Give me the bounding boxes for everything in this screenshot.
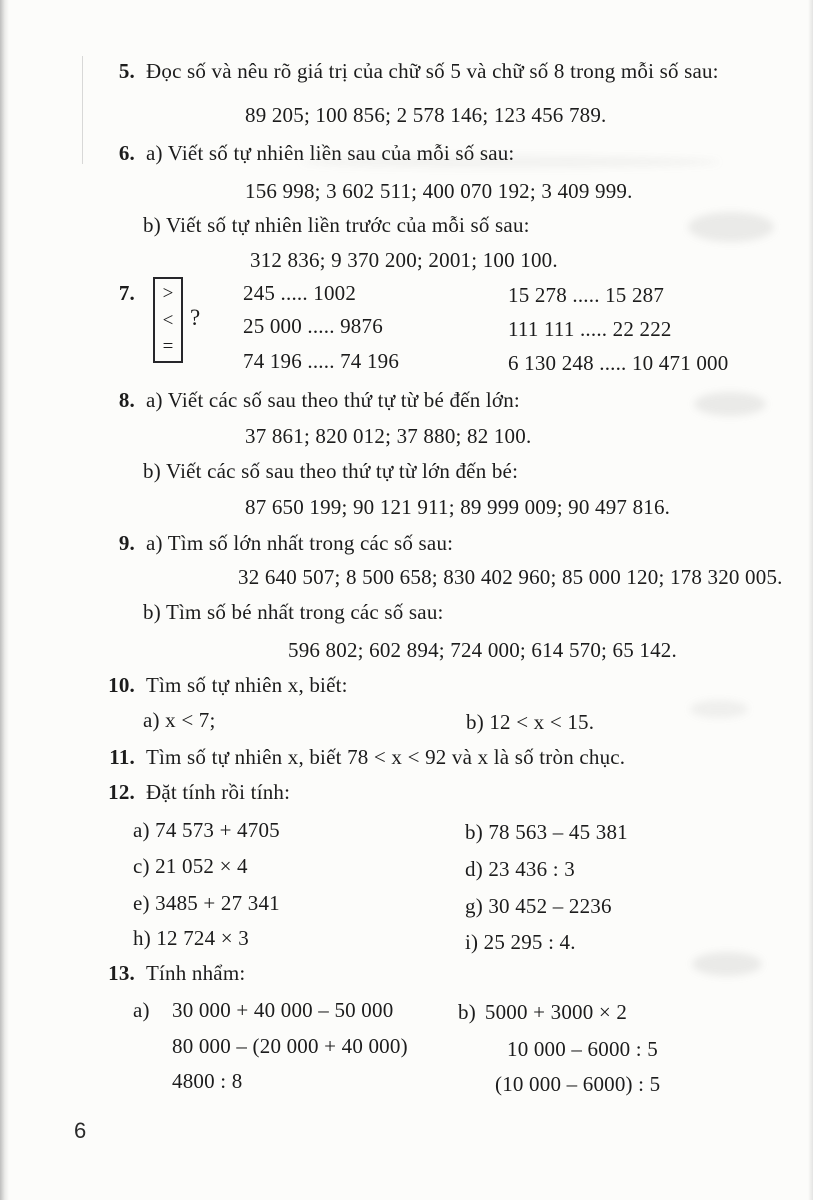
exercise-6a-text: a) Viết số tự nhiên liền sau của mỗi số sau:	[146, 141, 515, 165]
exercise-12-title	[95, 779, 290, 806]
exercise-7-col2-row3: 6 130 248 ..... 10 471 000	[508, 351, 729, 375]
exercise-9b-numbers: 596 802; 602 894; 724 000; 614 570; 65 142.	[288, 638, 677, 662]
exercise-10-part-b: b) 12 < x < 15.	[466, 710, 595, 734]
exercise-5-number: 5.	[118, 59, 135, 83]
exercise-12-item-b: b) 78 563 – 45 381	[465, 820, 628, 844]
exercise-12-item-g: g) 30 452 – 2236	[465, 894, 612, 918]
equals-sign: =	[162, 336, 174, 357]
exercise-11-number: 11.	[109, 745, 135, 769]
exercise-12-item-c: c) 21 052 × 4	[133, 854, 248, 878]
exercise-13a-line2: 80 000 – (20 000 + 40 000)	[172, 1034, 408, 1058]
exercise-13a-expr1: 30 000 + 40 000 – 50 000	[172, 998, 394, 1022]
exercise-7-col1-row1: 245 ..... 1002	[243, 281, 357, 305]
exercise-6b-numbers: 312 836; 9 370 200; 2001; 100 100.	[250, 248, 558, 272]
exercise-10-part-a: a) x < 7;	[143, 708, 216, 732]
exercise-13b-line1	[458, 999, 627, 1026]
exercise-8-part-b-title: b) Viết các số sau theo thứ tự từ lớn đến bé:	[143, 459, 519, 483]
page-number: 6	[74, 1118, 87, 1143]
exercise-6-part-a-title	[95, 140, 514, 167]
exercise-8-part-a-title	[95, 387, 520, 414]
exercise-8-number: 8.	[118, 388, 135, 412]
exercise-13a-line1	[133, 997, 393, 1024]
exercise-8a-text: a) Viết các số sau theo thứ tự từ bé đến lớn:	[146, 388, 520, 412]
exercise-10-title	[95, 672, 348, 699]
exercise-5-text: Đọc số và nêu rõ giá trị của chữ số 5 và chữ số 8 trong mỗi số sau:	[146, 59, 719, 83]
exercise-13a-label: a)	[133, 998, 150, 1022]
exercise-12-number: 12.	[108, 780, 135, 804]
exercise-12-item-e: e) 3485 + 27 341	[133, 891, 280, 915]
exercise-12-item-d: d) 23 436 : 3	[465, 857, 575, 881]
scan-edge-right	[808, 0, 813, 1200]
exercise-5-title	[95, 58, 719, 85]
exercise-12-item-a: a) 74 573 + 4705	[133, 818, 280, 842]
greater-than-sign: >	[162, 283, 174, 304]
exercise-13-text: Tính nhẩm:	[146, 961, 246, 985]
exercise-11-title	[95, 744, 625, 771]
exercise-9-number: 9.	[118, 531, 135, 555]
scan-edge-left	[0, 0, 9, 1200]
exercise-10-text: Tìm số tự nhiên x, biết:	[146, 673, 348, 697]
exercise-8a-numbers: 37 861; 820 012; 37 880; 82 100.	[245, 424, 532, 448]
comparison-signs-box	[153, 277, 183, 363]
exercise-6-part-b-title: b) Viết số tự nhiên liền trước của mỗi số sau:	[143, 213, 530, 237]
exercise-13b-expr1: 5000 + 3000 × 2	[484, 1000, 628, 1024]
question-mark: ?	[190, 305, 201, 330]
less-than-sign: <	[162, 309, 174, 331]
exercise-13a-line3: 4800 : 8	[172, 1069, 243, 1093]
exercise-13-title	[95, 960, 245, 987]
exercise-9-part-b-title: b) Tìm số bé nhất trong các số sau:	[143, 600, 444, 624]
exercise-5-numbers: 89 205; 100 856; 2 578 146; 123 456 789.	[245, 103, 607, 127]
exercise-9a-text: a) Tìm số lớn nhất trong các số sau:	[146, 531, 454, 555]
exercise-10-number: 10.	[108, 673, 135, 697]
exercise-7-col2-row1: 15 278 ..... 15 287	[508, 283, 665, 307]
scan-ghost-line	[82, 56, 83, 164]
exercise-7-number: 7.	[118, 281, 135, 305]
scan-smudge	[690, 700, 748, 718]
exercise-13b-line3: (10 000 – 6000) : 5	[495, 1072, 661, 1096]
exercise-6a-numbers: 156 998; 3 602 511; 400 070 192; 3 409 999.	[245, 179, 633, 203]
exercise-7-number-line	[95, 280, 146, 307]
exercise-8b-numbers: 87 650 199; 90 121 911; 89 999 009; 90 497 816.	[245, 495, 671, 519]
exercise-7-col1-row3: 74 196 ..... 74 196	[243, 349, 400, 373]
exercise-13b-label: b)	[458, 1000, 476, 1024]
exercise-12-text: Đặt tính rồi tính:	[146, 780, 291, 804]
exercise-9a-numbers: 32 640 507; 8 500 658; 830 402 960; 85 000 120; 178 320 005.	[238, 565, 783, 589]
exercise-13-number: 13.	[108, 961, 135, 985]
exercise-7-col2-row2: 111 111 ..... 22 222	[508, 317, 672, 341]
exercise-9-part-a-title	[95, 530, 453, 557]
exercise-7-col1-row2: 25 000 ..... 9876	[243, 314, 383, 338]
exercise-6-number: 6.	[118, 141, 135, 165]
scan-smudge	[688, 212, 774, 242]
scan-smudge	[694, 392, 766, 416]
exercise-13b-line2: 10 000 – 6000 : 5	[507, 1037, 658, 1061]
exercise-11-text: Tìm số tự nhiên x, biết 78 < x < 92 và x là số tròn chục.	[146, 745, 626, 769]
exercise-12-item-i: i) 25 295 : 4.	[465, 930, 576, 954]
scan-smudge	[692, 952, 762, 976]
exercise-12-item-h: h) 12 724 × 3	[133, 926, 249, 950]
